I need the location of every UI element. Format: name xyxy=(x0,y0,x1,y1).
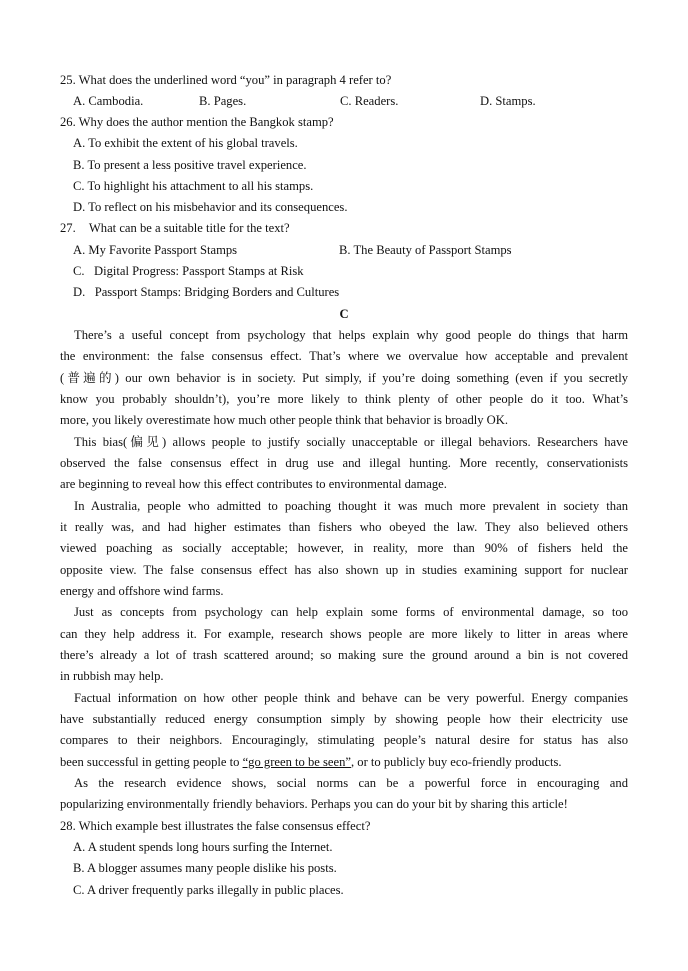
passage-text: , or to publicly buy eco-friendly products. xyxy=(350,755,562,769)
passage-line: more, you likely overestimate how much other people think that behavior is broadly OK. xyxy=(60,413,509,427)
question-28-stem xyxy=(60,816,628,837)
passage-line: There’s a useful concept from psychology that helps explain why good people do things that harm xyxy=(74,328,628,342)
question-number: 27. xyxy=(60,221,76,235)
passage-line: there’s already a lot of trash scattered around; so making sure the ground around a bin is not covered xyxy=(60,648,628,662)
passage-line: it really was, and had higher estimates than fishers who obeyed the law. They also believed others xyxy=(60,520,628,534)
question-27-stem xyxy=(60,218,628,239)
question-text: Why does the author mention the Bangkok stamp? xyxy=(78,115,334,129)
option-a: A. My Favorite Passport Stamps xyxy=(73,243,238,257)
underlined-phrase: “go green to be seen” xyxy=(242,755,351,769)
question-28-option-c: C. A driver frequently parks illegally in public places. xyxy=(73,883,344,897)
question-25-options xyxy=(73,91,641,112)
question-27-option-d: D. Passport Stamps: Bridging Borders and Cultures xyxy=(73,285,340,299)
passage-text: been successful in getting people to xyxy=(60,755,243,769)
passage-line: viewed poaching as socially acceptable; however, in reality, more than 90% of fishers held the xyxy=(60,541,628,555)
passage-line: popularizing environmentally friendly behaviors. Perhaps you can do your bit by sharing this article! xyxy=(60,797,568,811)
passage-line: know you probably shouldn’t), you’re more likely to think plenty of other people do it too. What’s xyxy=(60,392,628,406)
question-28-option-a: A. A student spends long hours surfing the Internet. xyxy=(73,840,333,854)
passage-line: have substantially reduced energy consumption simply by showing people how their electricity use xyxy=(60,712,628,726)
question-number: 26. xyxy=(60,115,76,129)
option-b: B. Pages. xyxy=(199,94,247,108)
passage-line: the environment: the false consensus effect. That’s where we overvalue how acceptable and prevalent xyxy=(60,349,628,363)
question-26-option-c: C. To highlight his attachment to all his stamps. xyxy=(73,179,314,193)
option-a: A. Cambodia. xyxy=(73,94,144,108)
passage-line: Factual information on how other people think and behave can be very powerful. Energy companies xyxy=(74,691,628,705)
question-27-option-c: C. Digital Progress: Passport Stamps at Risk xyxy=(73,264,304,278)
passage-line: (普遍的) our own behavior is in society. Put simply, if you’re doing something (even if you secretly xyxy=(60,371,628,385)
passage-line: energy and offshore wind farms. xyxy=(60,584,224,598)
option-d: D. Stamps. xyxy=(480,94,536,108)
passage-line xyxy=(60,752,628,773)
question-28-option-b: B. A blogger assumes many people dislike his posts. xyxy=(73,861,337,875)
passage-line: opposite view. The false consensus effect has also shown up in studies examining support for nuclear xyxy=(60,563,628,577)
section-heading: C xyxy=(339,307,349,321)
passage-line: can they help address it. For example, research shows people are more likely to litter in areas where xyxy=(60,627,628,641)
question-text: Which example best illustrates the false consensus effect? xyxy=(78,819,371,833)
question-text: What can be a suitable title for the text? xyxy=(88,221,290,235)
passage-line: observed the false consensus effect in drug use and illegal hunting. More recently, conservationists xyxy=(60,456,628,470)
question-26-option-d: D. To reflect on his misbehavior and its consequences. xyxy=(73,200,348,214)
option-b: B. The Beauty of Passport Stamps xyxy=(339,243,512,257)
passage-line: Just as concepts from psychology can help explain some forms of environmental damage, so too xyxy=(74,605,628,619)
question-number: 28. xyxy=(60,819,76,833)
passage-line: As the research evidence shows, social norms can be a powerful force in encouraging and xyxy=(74,776,628,790)
option-c: C. Readers. xyxy=(340,94,399,108)
passage-line: in rubbish may help. xyxy=(60,669,164,683)
question-27-options-ab xyxy=(73,240,641,261)
question-26-stem xyxy=(60,112,628,133)
passage-line: compares to their neighbors. Encouragingly, stimulating people’s natural desire for status has also xyxy=(60,733,628,747)
passage-line: This bias(偏见) allows people to justify socially unacceptable or illegal behaviors. Researchers have xyxy=(74,435,628,449)
question-25-stem xyxy=(60,70,628,91)
question-text: What does the underlined word “you” in paragraph 4 refer to? xyxy=(78,73,392,87)
question-26-option-a: A. To exhibit the extent of his global travels. xyxy=(73,136,298,150)
passage-line: In Australia, people who admitted to poaching thought it was much more prevalent in society than xyxy=(74,499,628,513)
question-number: 25. xyxy=(60,73,76,87)
question-26-option-b: B. To present a less positive travel experience. xyxy=(73,158,307,172)
passage-line: are beginning to reveal how this effect contributes to environmental damage. xyxy=(60,477,447,491)
